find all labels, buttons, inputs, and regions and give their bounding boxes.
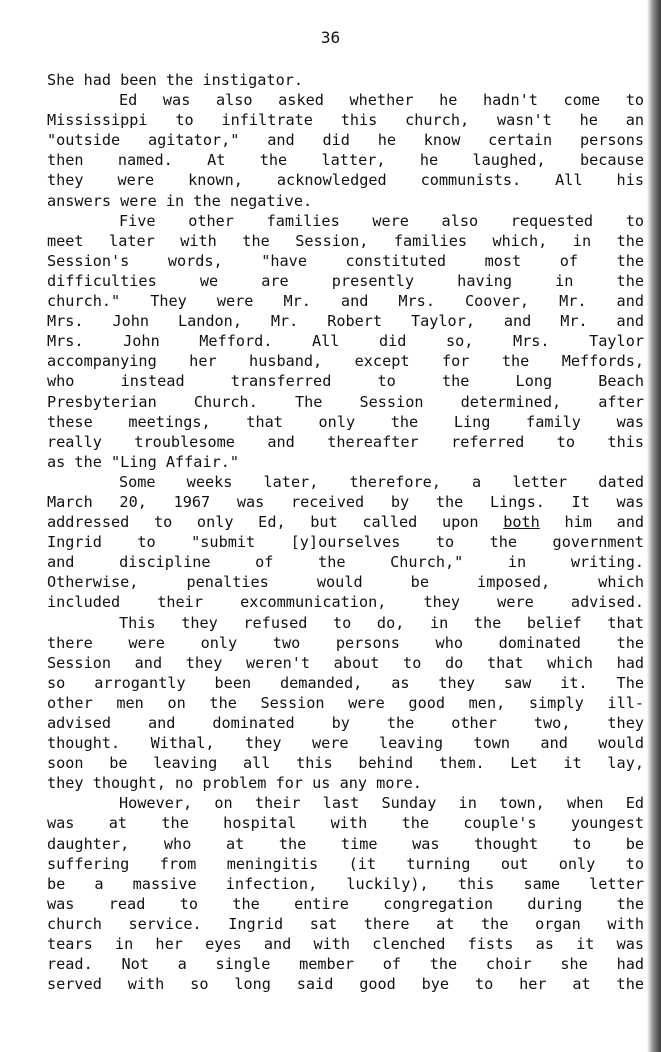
- text-line: Presbyterian Church. The Session determined, after: [47, 392, 644, 411]
- text-line: be a massive infection, luckily), this same letter: [47, 874, 644, 893]
- text-line: However, on their last Sunday in town, when Ed: [119, 794, 644, 813]
- text-line: "outside agitator," and did he know certain persons: [47, 131, 644, 150]
- text-line: Otherwise, penalties would be imposed, which: [47, 573, 644, 592]
- text-line: was read to the entire congregation during the: [47, 894, 644, 913]
- text-line: March 20, 1967 was received by the Lings. It was: [47, 492, 644, 511]
- text-line: Mrs. John Landon, Mr. Robert Taylor, and Mr. and: [47, 312, 644, 331]
- text-line: Five other families were also requested to: [119, 211, 644, 230]
- text-line: This they refused to do, in the belief that: [119, 613, 644, 632]
- text-line: church." They were Mr. and Mrs. Coover, Mr. and: [47, 292, 644, 311]
- text-line: then named. At the latter, he laughed, because: [47, 151, 644, 170]
- text-line: Session and they weren't about to do that which had: [47, 653, 644, 672]
- text-line: Ingrid to "submit [y]ourselves to the government: [47, 533, 644, 552]
- text-line: they were known, acknowledged communists. All his: [47, 171, 644, 190]
- page-number: 36: [320, 28, 341, 47]
- page-edge-shadow: [647, 0, 661, 1052]
- text-line: and discipline of the Church," in writing.: [47, 553, 644, 572]
- text-line: read. Not a single member of the choir she had: [47, 955, 644, 974]
- text-line: there were only two persons who dominated the: [47, 633, 644, 652]
- text-line: Ed was also asked whether he hadn't come to: [119, 91, 644, 110]
- text-line: Mississippi to infiltrate this church, wasn't he an: [47, 111, 644, 130]
- text-line: really troublesome and thereafter referred to this: [47, 432, 644, 451]
- text-line: they thought, no problem for us any more.: [47, 774, 422, 793]
- text-line: these meetings, that only the Ling family was: [47, 412, 644, 431]
- text-line: as the "Ling Affair.": [47, 452, 240, 471]
- text-line: She had been the instigator.: [47, 71, 304, 89]
- text-line: Mrs. John Mefford. All did so, Mrs. Taylor: [47, 332, 644, 351]
- text-line: who instead transferred to the Long Beach: [47, 372, 644, 391]
- text-line: advised and dominated by the other two, they: [47, 714, 644, 732]
- text-line: so arrogantly been demanded, as they saw it. The: [47, 673, 644, 692]
- text-line: soon be leaving all this behind them. Let it lay,: [47, 754, 644, 773]
- text-line: difficulties we are presently having in the: [47, 271, 644, 290]
- text-line: other men on the Session were good men, simply ill-: [47, 693, 644, 712]
- text-line: Some weeks later, therefore, a letter dated: [119, 472, 644, 491]
- body-text: [47, 70, 644, 994]
- text-line: was at the hospital with the couple's youngest: [47, 814, 644, 833]
- underlined-word: both: [503, 513, 540, 532]
- text-line: served with so long said good bye to her at the: [47, 975, 644, 994]
- text-line: tears in her eyes and with clenched fists as it was: [47, 935, 644, 954]
- text-line: church service. Ingrid sat there at the organ with: [47, 914, 644, 933]
- text-line: suffering from meningitis (it turning out only to: [47, 854, 644, 873]
- text-line: Session's words, "have constituted most of the: [47, 251, 644, 270]
- text-line: thought. Withal, they were leaving town and would: [47, 734, 644, 753]
- text-line: daughter, who at the time was thought to be: [47, 834, 644, 853]
- text-line: accompanying her husband, except for the Meffords,: [47, 352, 644, 371]
- text-line: meet later with the Session, families which, in the: [47, 231, 644, 250]
- text-line: answers were in the negative.: [47, 191, 313, 210]
- text-line: addressed to only Ed, but called upon both him and: [47, 513, 644, 532]
- text-line: included their excommunication, they were advised.: [47, 593, 644, 612]
